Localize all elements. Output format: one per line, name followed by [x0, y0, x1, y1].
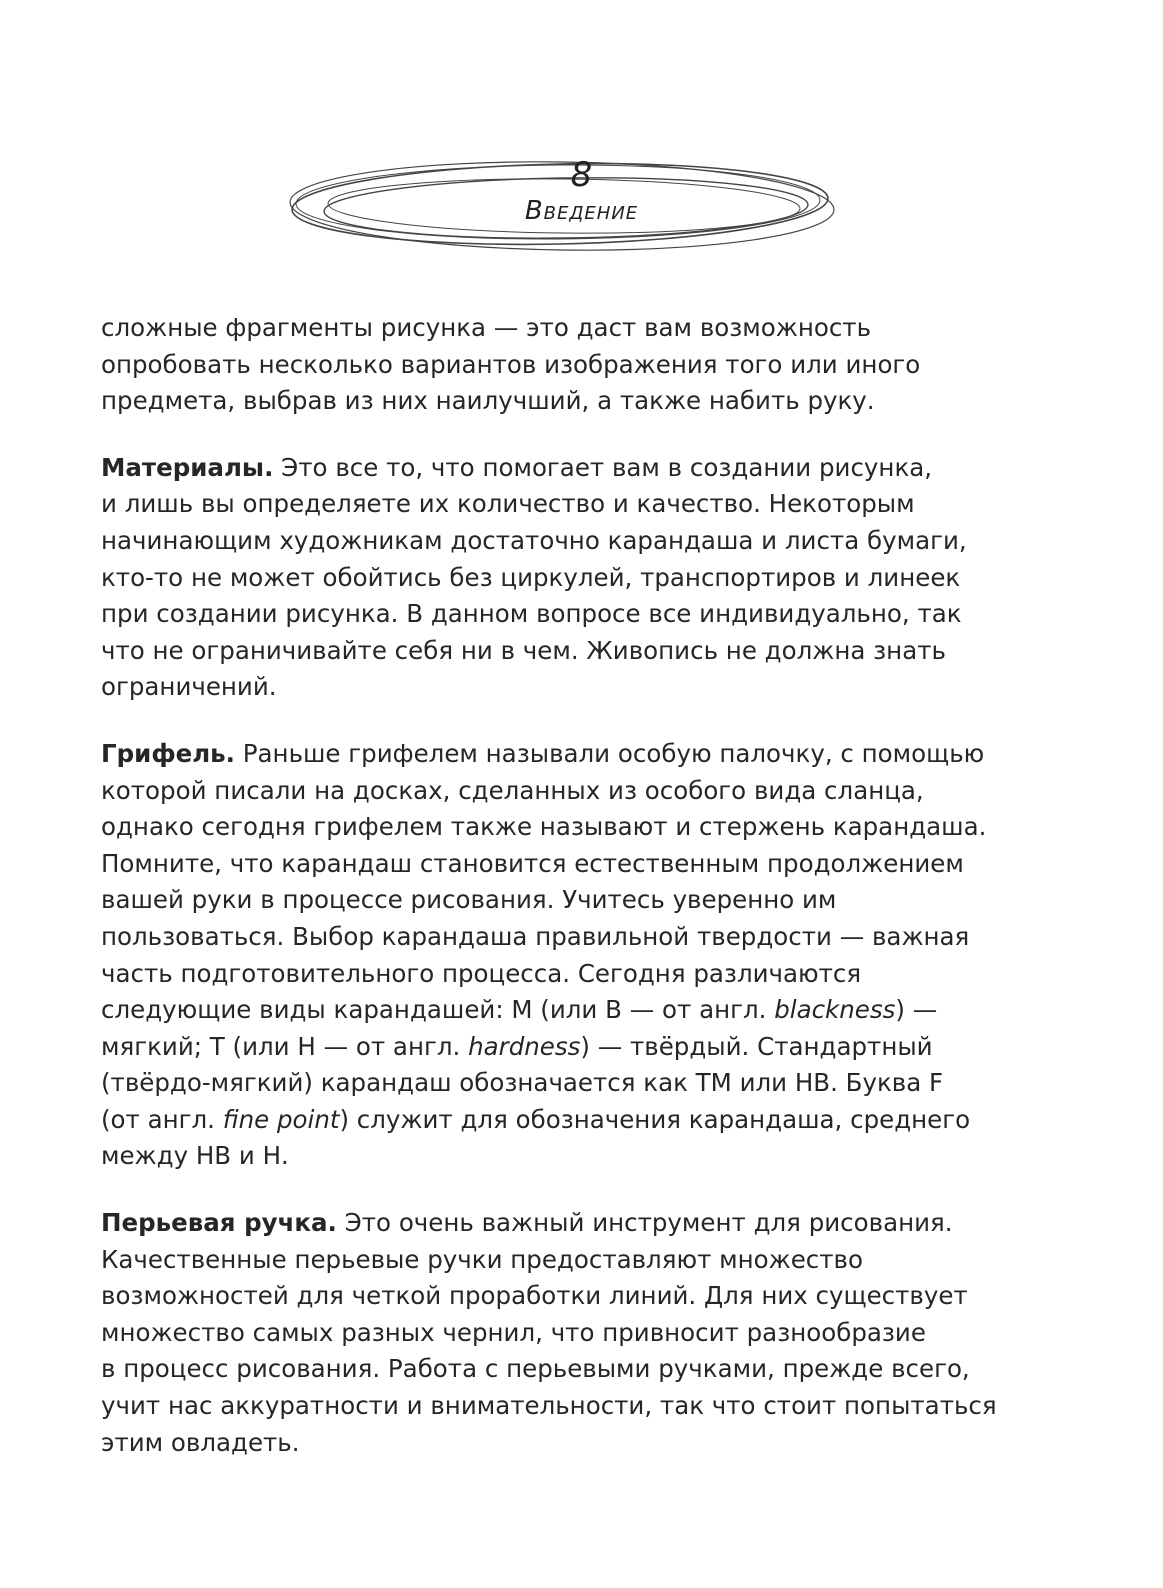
text-run: (от англ.	[101, 1104, 223, 1134]
text-line	[101, 1205, 1001, 1242]
text-run: Помните, что карандаш становится естественным продолжением	[101, 848, 964, 878]
text-run: ограничений.	[101, 672, 277, 702]
text-run: ) —	[895, 995, 938, 1025]
text-run: множество самых разных чернил, что привносит разнообразие	[101, 1317, 926, 1347]
text-line	[101, 383, 1001, 420]
text-run: ) служит для обозначения карандаша, среднего	[339, 1104, 971, 1134]
text-line	[101, 773, 1001, 810]
text-line	[101, 846, 1001, 883]
emphasis-text: blackness	[774, 995, 896, 1025]
text-run: Это очень важный инструмент для рисования.	[336, 1208, 953, 1238]
text-run: Это все то, что помогает вам в создании рисунка,	[273, 452, 933, 482]
text-run: предмета, выбрав из них наилучший, а также набить руку.	[101, 386, 875, 416]
text-run: что не ограничивайте себя ни в чем. Живопись не должна знать	[101, 635, 946, 665]
text-line	[101, 1425, 1001, 1462]
text-line	[101, 992, 1001, 1029]
text-line	[101, 1138, 1001, 1175]
text-run: учит нас аккуратности и внимательности, так что стоит попытаться	[101, 1391, 997, 1421]
text-line	[101, 633, 1001, 670]
text-line	[101, 1029, 1001, 1066]
text-run: которой писали на досках, сделанных из особого вида сланца,	[101, 775, 924, 805]
text-line	[101, 956, 1001, 993]
text-line	[101, 560, 1001, 597]
paragraph	[101, 310, 1001, 420]
text-run: при создании рисунка. В данном вопросе все индивидуально, так	[101, 599, 962, 629]
text-line	[101, 1102, 1001, 1139]
emphasis-text: fine point	[222, 1104, 340, 1134]
text-run: ) — твёрдый. Стандартный	[580, 1031, 933, 1061]
text-run: пользоваться. Выбор карандаша правильной твердости — важная	[101, 921, 970, 951]
text-run: и лишь вы определяете их количество и качество. Некоторым	[101, 489, 915, 519]
text-run: возможностей для четкой проработки линий. Для них существует	[101, 1281, 968, 1311]
term-heading: Материалы.	[101, 452, 274, 482]
text-run: между НВ и Н.	[101, 1141, 289, 1171]
text-run: вашей руки в процессе рисования. Учитесь уверенно им	[101, 885, 837, 915]
text-run: однако сегодня грифелем также называют и стержень карандаша.	[101, 812, 987, 842]
text-line	[101, 1065, 1001, 1102]
emphasis-text: hardness	[468, 1031, 581, 1061]
text-line	[101, 809, 1001, 846]
text-line	[101, 523, 1001, 560]
text-run: Качественные перьевые ручки предоставляют множество	[101, 1244, 863, 1274]
text-line	[101, 1315, 1001, 1352]
text-line	[101, 347, 1001, 384]
text-line	[101, 736, 1001, 773]
term-heading: Грифель.	[101, 738, 235, 768]
text-line	[101, 486, 1001, 523]
text-run: сложные фрагменты рисунка — это даст вам возможность	[101, 313, 872, 342]
sketched-ellipse-ornament	[0, 0, 1163, 300]
text-run: кто-то не может обойтись без циркулей, транспортиров и линеек	[101, 562, 961, 592]
text-line	[101, 919, 1001, 956]
text-line	[101, 450, 1001, 487]
text-line	[101, 1388, 1001, 1425]
text-line	[101, 1242, 1001, 1279]
text-line	[101, 596, 1001, 633]
paragraph	[101, 450, 1001, 706]
body-text	[101, 310, 1001, 1491]
text-run: этим овладеть.	[101, 1427, 300, 1457]
page-number: 8	[570, 155, 593, 195]
chapter-header	[0, 0, 1163, 300]
text-run: начинающим художникам достаточно карандаша и листа бумаги,	[101, 525, 967, 555]
text-run: опробовать несколько вариантов изображения того или иного	[101, 349, 921, 379]
text-run: в процесс рисования. Работа с перьевыми ручками, прежде всего,	[101, 1354, 970, 1384]
text-line	[101, 1278, 1001, 1315]
paragraph	[101, 736, 1001, 1175]
term-heading: Перьевая ручка.	[101, 1208, 337, 1238]
text-run: Раньше грифелем называли особую палочку, с помощью	[234, 738, 985, 768]
text-line	[101, 882, 1001, 919]
chapter-title: Введение	[524, 196, 639, 226]
paragraph	[101, 1205, 1001, 1461]
text-run: следующие виды карандашей: М (или В — от англ.	[101, 995, 775, 1025]
text-run: (твёрдо-мягкий) карандаш обозначается как ТМ или НВ. Буква F	[101, 1068, 944, 1098]
text-run: часть подготовительного процесса. Сегодня различаются	[101, 958, 862, 988]
text-line	[101, 669, 1001, 706]
text-run: мягкий; Т (или Н — от англ.	[101, 1031, 469, 1061]
text-line	[101, 1351, 1001, 1388]
text-line	[101, 310, 1001, 347]
